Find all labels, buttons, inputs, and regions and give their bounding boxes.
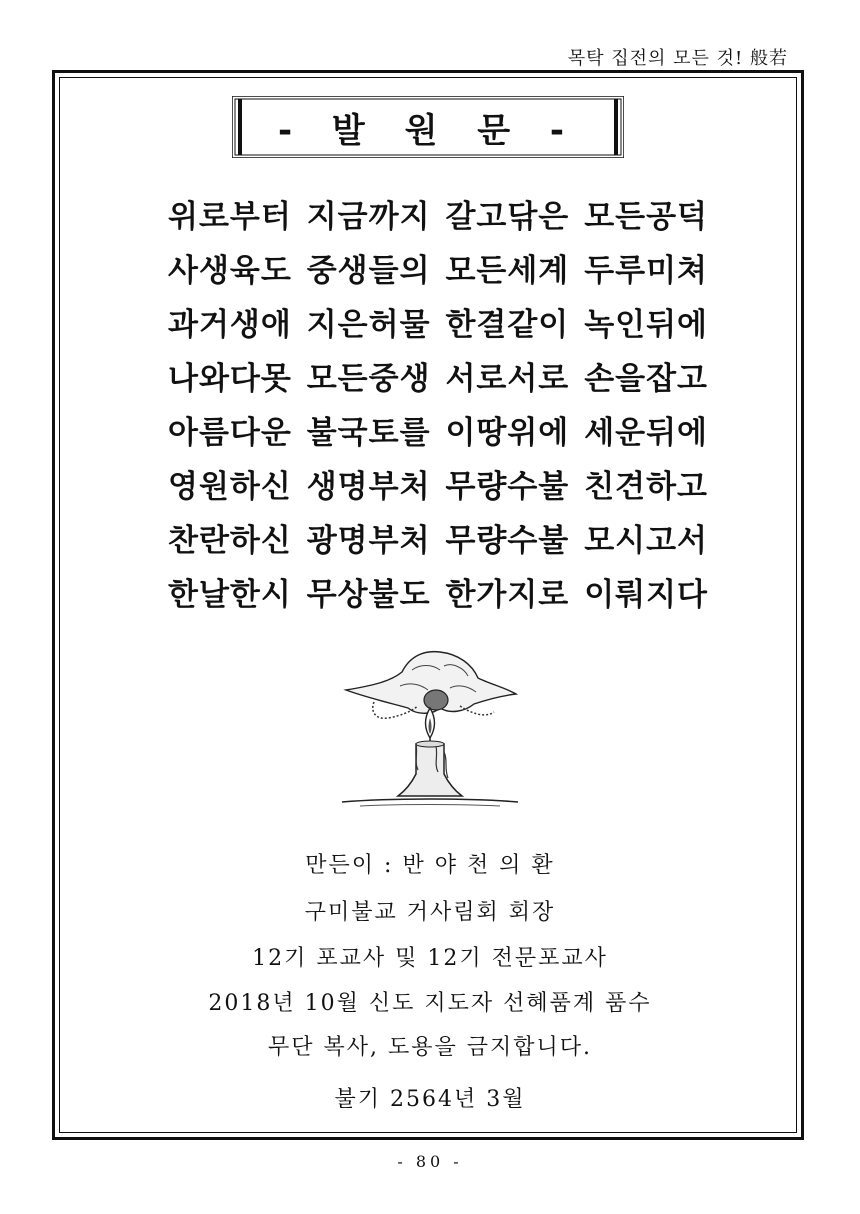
position-line: 구미불교 거사림회 회장 <box>304 900 556 925</box>
verse-phrase: 모든공덕 <box>584 198 708 235</box>
verse-phrase: 서로서로 <box>445 360 570 397</box>
verse-phrase: 이땅위에 <box>445 414 570 451</box>
verse-line <box>168 186 708 240</box>
verse-phrase: 모든세계 <box>445 252 570 289</box>
verse-line <box>168 240 708 294</box>
verse-phrase: 무량수불 <box>445 468 570 505</box>
verse-phrase: 갈고닦은 <box>445 198 570 235</box>
verse-line <box>168 456 708 510</box>
verse-phrase: 무량수불 <box>445 522 570 559</box>
verse-phrase: 중생들의 <box>306 252 431 289</box>
verse-line <box>168 402 708 456</box>
verse-phrase: 무상불도 <box>306 576 431 613</box>
verse-line <box>168 294 708 348</box>
verse-phrase: 친견하고 <box>584 468 708 505</box>
verse-phrase: 두루미쳐 <box>584 252 708 289</box>
verse-phrase: 한결같이 <box>445 306 570 343</box>
verse-phrase: 한가지로 <box>445 576 570 613</box>
verse-phrase: 모든중생 <box>306 360 431 397</box>
award-line: 2018년 10월 신도 지도자 선혜품계 품수 <box>208 991 652 1016</box>
running-header: 목탁 집전의 모든 것! 般若 <box>567 48 788 69</box>
verse-line <box>168 564 708 618</box>
verse-phrase: 모시고서 <box>584 522 708 559</box>
verse-line <box>168 348 708 402</box>
verse-phrase: 광명부처 <box>306 522 431 559</box>
notice-line: 무단 복사, 도용을 금지합니다. <box>268 1035 592 1060</box>
verse-phrase: 이뤄지다 <box>584 576 708 613</box>
verse-phrase: 나와다못 <box>168 360 292 397</box>
candle-illustration <box>340 642 520 812</box>
verse-phrase: 사생육도 <box>168 252 292 289</box>
verse-phrase: 위로부터 <box>168 198 292 235</box>
verse-phrase: 아름다운 <box>168 414 292 451</box>
verse-phrase: 생명부처 <box>306 468 431 505</box>
date-line: 불기 2564년 3월 <box>334 1087 526 1112</box>
page-number: - 80 - <box>397 1152 463 1171</box>
verse-phrase: 과거생애 <box>168 306 292 343</box>
title-line: 12기 포교사 및 12기 전문포교사 <box>252 946 608 971</box>
verse-phrase: 영원하신 <box>168 468 292 505</box>
verse <box>168 186 708 618</box>
verse-phrase: 손을잡고 <box>584 360 708 397</box>
verse-phrase: 녹인뒤에 <box>584 306 708 343</box>
title-box <box>232 96 624 158</box>
verse-phrase: 지은허물 <box>306 306 431 343</box>
verse-phrase: 한날한시 <box>168 576 292 613</box>
page-title: - 발 원 문 - <box>277 110 579 151</box>
author-line: 만든이 : 반 야 천 의 환 <box>305 853 555 878</box>
verse-phrase: 찬란하신 <box>168 522 292 559</box>
verse-phrase: 지금까지 <box>306 198 431 235</box>
verse-phrase: 세운뒤에 <box>584 414 708 451</box>
verse-phrase: 불국토를 <box>306 414 431 451</box>
verse-line <box>168 510 708 564</box>
